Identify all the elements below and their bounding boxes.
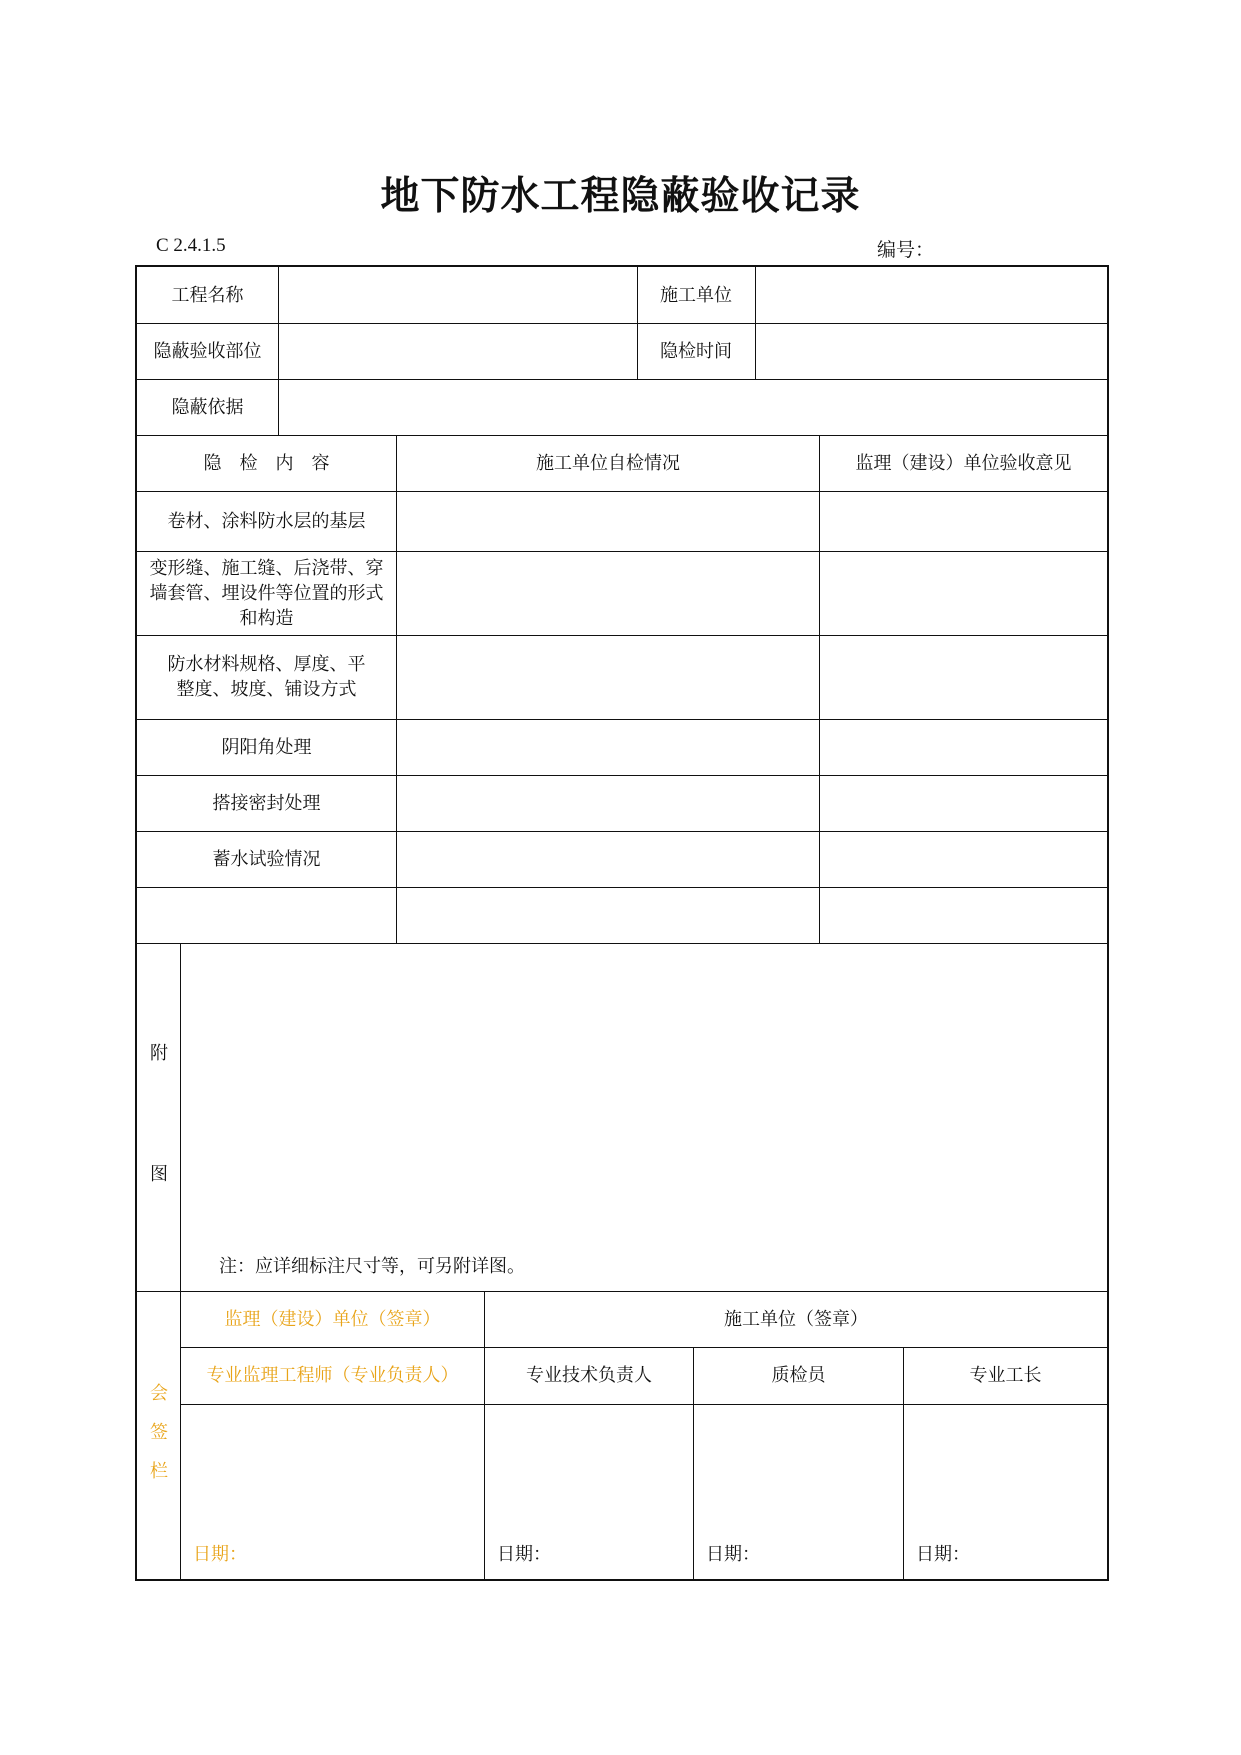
- content-column-header: 隐 检 内 容: [203, 452, 330, 474]
- self-check-column-header: 施工单位自检情况: [536, 452, 680, 474]
- signoff-label-char: 会: [150, 1383, 168, 1404]
- quality-inspector-date: 日期：: [706, 1544, 760, 1565]
- supervision-unit-seal: 监理（建设）单位（签章）: [224, 1308, 441, 1330]
- form-code: C 2.4.1.5: [156, 235, 226, 256]
- inspection-item: 蓄水试验情况: [212, 848, 321, 870]
- inspection-time-field[interactable]: [756, 323, 1107, 379]
- inspection-item: 防水材料规格、厚度、平整度、坡度、铺设方式: [167, 654, 366, 700]
- inspection-item: 变形缝、施工缝、后浇带、穿墙套管、埋设件等位置的形式和构造: [149, 557, 384, 629]
- inspection-time-label: 隐检时间: [660, 340, 732, 362]
- inspection-item: 搭接密封处理: [212, 792, 321, 814]
- project-name-field[interactable]: [279, 267, 637, 323]
- construction-unit-label: 施工单位: [660, 284, 732, 306]
- construction-unit-field[interactable]: [756, 267, 1107, 323]
- supervising-engineer-date: 日期：: [193, 1544, 247, 1565]
- attachment-label-char: 附: [150, 1043, 168, 1064]
- supervising-engineer-header: 专业监理工程师（专业负责人）: [206, 1365, 459, 1386]
- tech-lead-date: 日期：: [497, 1544, 551, 1565]
- attachment-label-char: 图: [150, 1164, 168, 1185]
- page-title: 地下防水工程隐蔽验收记录: [380, 173, 861, 219]
- serial-number-label: 编号：: [877, 239, 935, 261]
- basis-field[interactable]: [279, 379, 1107, 435]
- concealed-part-label: 隐蔽验收部位: [153, 340, 262, 362]
- inspection-record-sheet: [135, 265, 1109, 1581]
- tech-lead-header: 专业技术负责人: [526, 1365, 652, 1386]
- construction-unit-seal: 施工单位（签章）: [724, 1308, 868, 1330]
- inspection-item: 卷材、涂料防水层的基层: [167, 510, 366, 532]
- quality-inspector-header: 质检员: [771, 1365, 826, 1386]
- project-name-label: 工程名称: [171, 284, 244, 306]
- attachment-drawing-area[interactable]: [181, 944, 1107, 1244]
- attachment-note: 注：应详细标注尺寸等，可另附详图。: [219, 1256, 525, 1277]
- foreman-header: 专业工长: [969, 1365, 1042, 1386]
- signoff-label-char: 栏: [150, 1461, 168, 1482]
- signoff-label-char: 签: [150, 1422, 168, 1443]
- concealed-part-field[interactable]: [279, 323, 637, 379]
- foreman-date: 日期：: [916, 1544, 970, 1565]
- inspection-item: 阴阳角处理: [221, 736, 312, 758]
- supervision-column-header: 监理（建设）单位验收意见: [855, 452, 1072, 474]
- basis-label: 隐蔽依据: [171, 396, 244, 418]
